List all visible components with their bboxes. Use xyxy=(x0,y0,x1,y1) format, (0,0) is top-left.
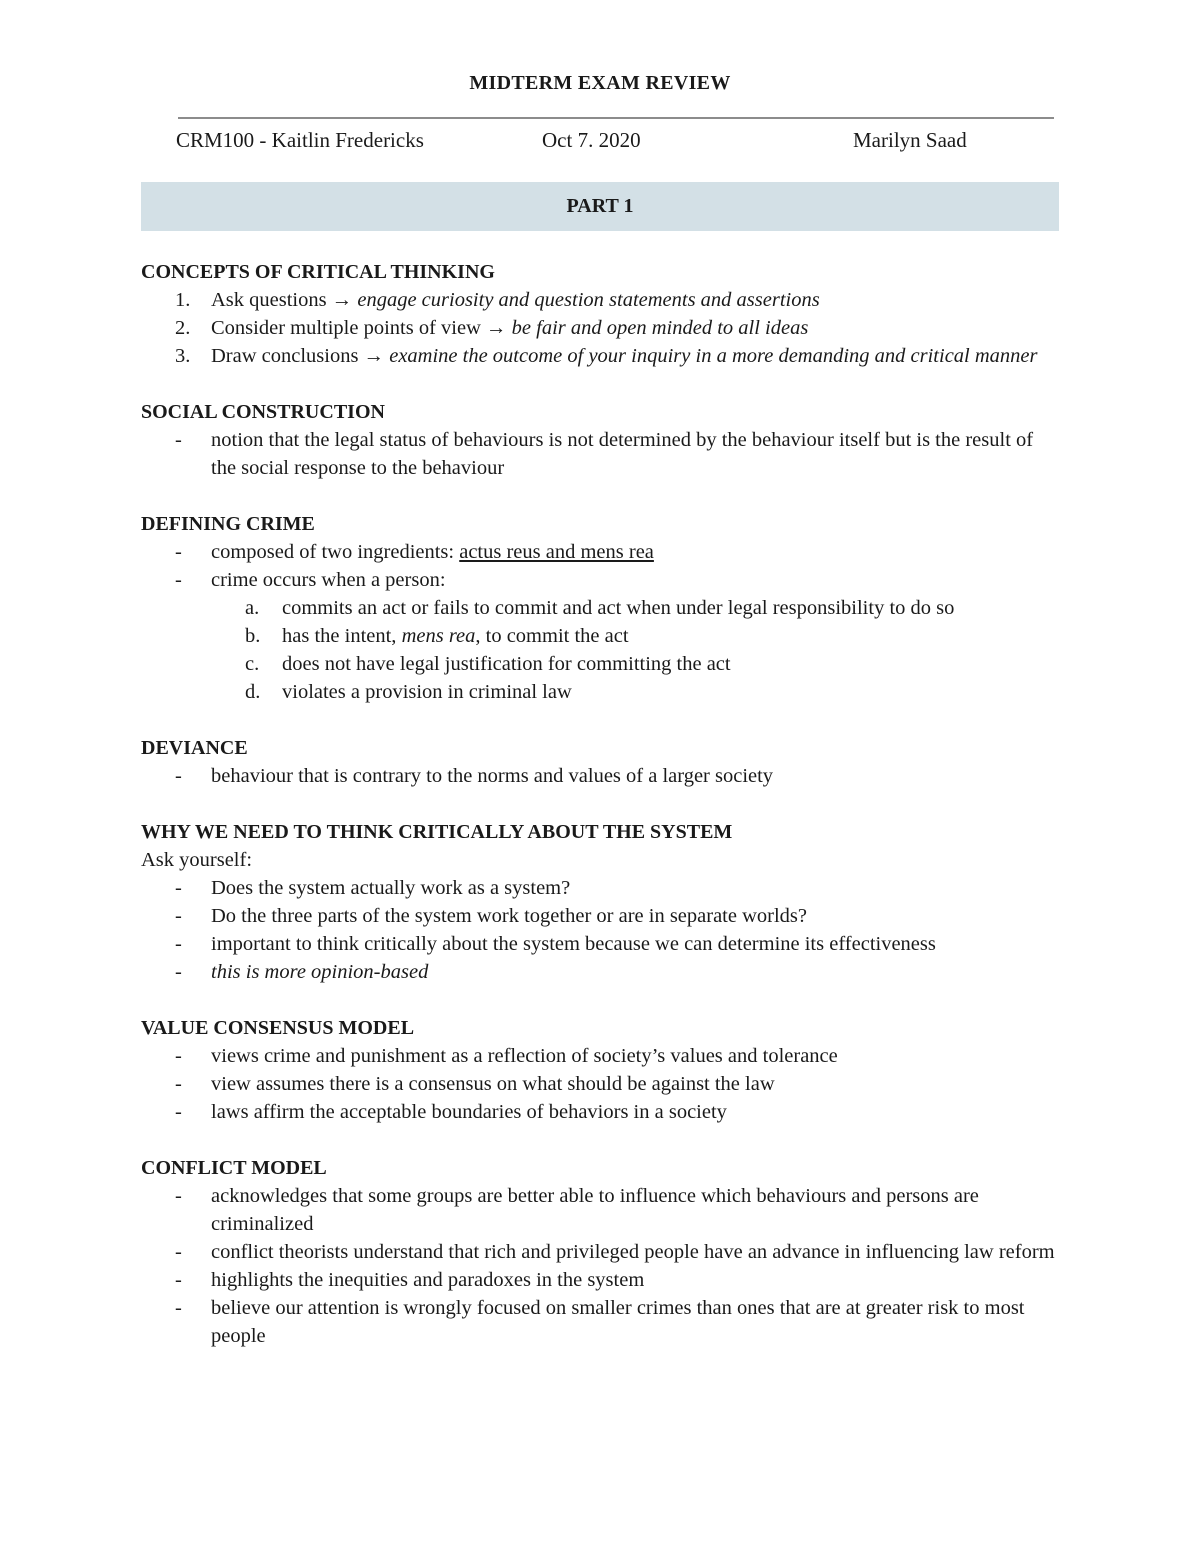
intro-text: Ask yourself: xyxy=(141,849,253,871)
item-text: , to commit the act xyxy=(475,625,629,647)
item-text: highlights the inequities and paradoxes in the system xyxy=(211,1269,645,1291)
sub-list-item xyxy=(141,594,1061,622)
item-text: Do the three parts of the system work together or are in separate worlds? xyxy=(211,905,808,927)
list-item xyxy=(141,426,1061,482)
list-item xyxy=(141,1182,1061,1238)
item-emphasis: examine the outcome of your inquiry in a more demanding and critical manner xyxy=(389,345,1038,367)
numbered-list xyxy=(141,286,1061,370)
bullet-dash: - xyxy=(175,1045,182,1067)
section-heading: SOCIAL CONSTRUCTION xyxy=(141,401,385,423)
section-heading: VALUE CONSENSUS MODEL xyxy=(141,1017,415,1039)
part-label: PART 1 xyxy=(566,195,634,217)
item-text: violates a provision in criminal law xyxy=(282,681,572,703)
list-item xyxy=(141,1042,1061,1070)
item-text: conflict theorists understand that rich and privileged people have an advance in influencing law reform xyxy=(211,1241,1055,1263)
item-text: laws affirm the acceptable boundaries of behaviors in a society xyxy=(211,1101,727,1123)
item-text: Consider multiple points of view → xyxy=(211,317,512,339)
author-label: Marilyn Saad xyxy=(853,128,967,152)
section-heading: DEVIANCE xyxy=(141,737,248,759)
bullet-list xyxy=(141,1042,1061,1126)
list-item xyxy=(141,314,1061,342)
list-item xyxy=(141,1098,1061,1126)
sub-letter: d. xyxy=(245,681,261,703)
bullet-dash: - xyxy=(175,1101,182,1123)
item-text: acknowledges that some groups are better able to influence which behaviours and persons are criminalized xyxy=(211,1185,979,1235)
item-text: notion that the legal status of behaviours is not determined by the behaviour itself but is the result of the social response to the behaviour xyxy=(211,429,1034,479)
sub-list-item xyxy=(141,650,1061,678)
item-text: commits an act or fails to commit and act when under legal responsibility to do so xyxy=(282,597,955,619)
section-heading: CONFLICT MODEL xyxy=(141,1157,327,1179)
list-item xyxy=(141,958,1061,986)
bullet-dash: - xyxy=(175,765,182,787)
bullet-list xyxy=(141,1182,1061,1350)
part-banner xyxy=(141,182,1059,231)
sub-list-item xyxy=(141,678,1061,706)
section-conflict-model xyxy=(141,1154,1061,1350)
item-emphasis: this is more opinion-based xyxy=(211,961,429,983)
list-item xyxy=(141,1294,1061,1350)
sub-letter: c. xyxy=(245,653,260,675)
item-emphasis: mens rea xyxy=(401,625,476,647)
item-text: important to think critically about the system because we can determine its effectiveness xyxy=(211,933,936,955)
item-text: does not have legal justification for committing the act xyxy=(282,653,731,675)
bullet-list xyxy=(141,762,1061,790)
bullet-dash: - xyxy=(175,1297,182,1319)
section-heading: DEFINING CRIME xyxy=(141,513,315,535)
list-number: 1. xyxy=(175,289,191,311)
bullet-dash: - xyxy=(175,905,182,927)
item-emphasis: be fair and open minded to all ideas xyxy=(511,317,809,339)
sub-letter: a. xyxy=(245,597,260,619)
item-text: Draw conclusions → xyxy=(211,345,390,367)
item-text: composed of two ingredients: xyxy=(211,541,460,563)
list-item xyxy=(141,538,1061,566)
bullet-dash: - xyxy=(175,1269,182,1291)
section-critical-thinking xyxy=(141,258,1061,370)
section-social-construction xyxy=(141,398,1061,482)
date-label: Oct 7. 2020 xyxy=(542,128,641,152)
section-heading: WHY WE NEED TO THINK CRITICALLY ABOUT THE SYSTEM xyxy=(141,821,733,843)
bullet-list xyxy=(141,426,1061,482)
item-text: has the intent, xyxy=(282,625,402,647)
section-value-consensus xyxy=(141,1014,1061,1126)
bullet-dash: - xyxy=(175,541,182,563)
bullet-dash: - xyxy=(175,933,182,955)
section-deviance xyxy=(141,734,1061,790)
section-think-critically xyxy=(141,818,1061,986)
item-text: believe our attention is wrongly focused on smaller crimes than ones that are at greater risk to most people xyxy=(211,1297,1025,1347)
list-item xyxy=(141,930,1061,958)
bullet-list xyxy=(141,874,1061,986)
list-number: 3. xyxy=(175,345,191,367)
list-item xyxy=(141,874,1061,902)
course-label: CRM100 - Kaitlin Fredericks xyxy=(176,128,424,152)
bullet-dash: - xyxy=(175,961,182,983)
section-heading: CONCEPTS OF CRITICAL THINKING xyxy=(141,261,495,283)
item-text: view assumes there is a consensus on what should be against the law xyxy=(211,1073,775,1095)
list-item xyxy=(141,902,1061,930)
item-emphasis: engage curiosity and question statements and assertions xyxy=(357,289,820,311)
list-item xyxy=(141,286,1061,314)
item-text: Does the system actually work as a system? xyxy=(211,877,571,899)
sub-list-item xyxy=(141,622,1061,650)
bullet-dash: - xyxy=(175,569,182,591)
list-item xyxy=(141,1238,1061,1266)
section-defining-crime xyxy=(141,510,1061,706)
list-item xyxy=(141,1266,1061,1294)
list-item xyxy=(141,1070,1061,1098)
item-text: crime occurs when a person: xyxy=(211,569,446,591)
bullet-dash: - xyxy=(175,877,182,899)
sub-letter: b. xyxy=(245,625,261,647)
bullet-dash: - xyxy=(175,1241,182,1263)
bullet-list xyxy=(141,538,1061,706)
bullet-dash: - xyxy=(175,429,182,451)
title-divider xyxy=(178,117,1054,119)
bullet-dash: - xyxy=(175,1073,182,1095)
item-underlined: actus reus and mens rea xyxy=(459,541,654,563)
list-item xyxy=(141,762,1061,790)
list-number: 2. xyxy=(175,317,191,339)
item-text: behaviour that is contrary to the norms and values of a larger society xyxy=(211,765,774,787)
item-text: views crime and punishment as a reflection of society’s values and tolerance xyxy=(211,1045,838,1067)
item-text: Ask questions → xyxy=(211,289,358,311)
document-title: MIDTERM EXAM REVIEW xyxy=(469,72,731,94)
bullet-dash: - xyxy=(175,1185,182,1207)
list-item xyxy=(141,342,1061,370)
notes-body xyxy=(141,258,1061,1378)
list-item xyxy=(141,566,1061,594)
